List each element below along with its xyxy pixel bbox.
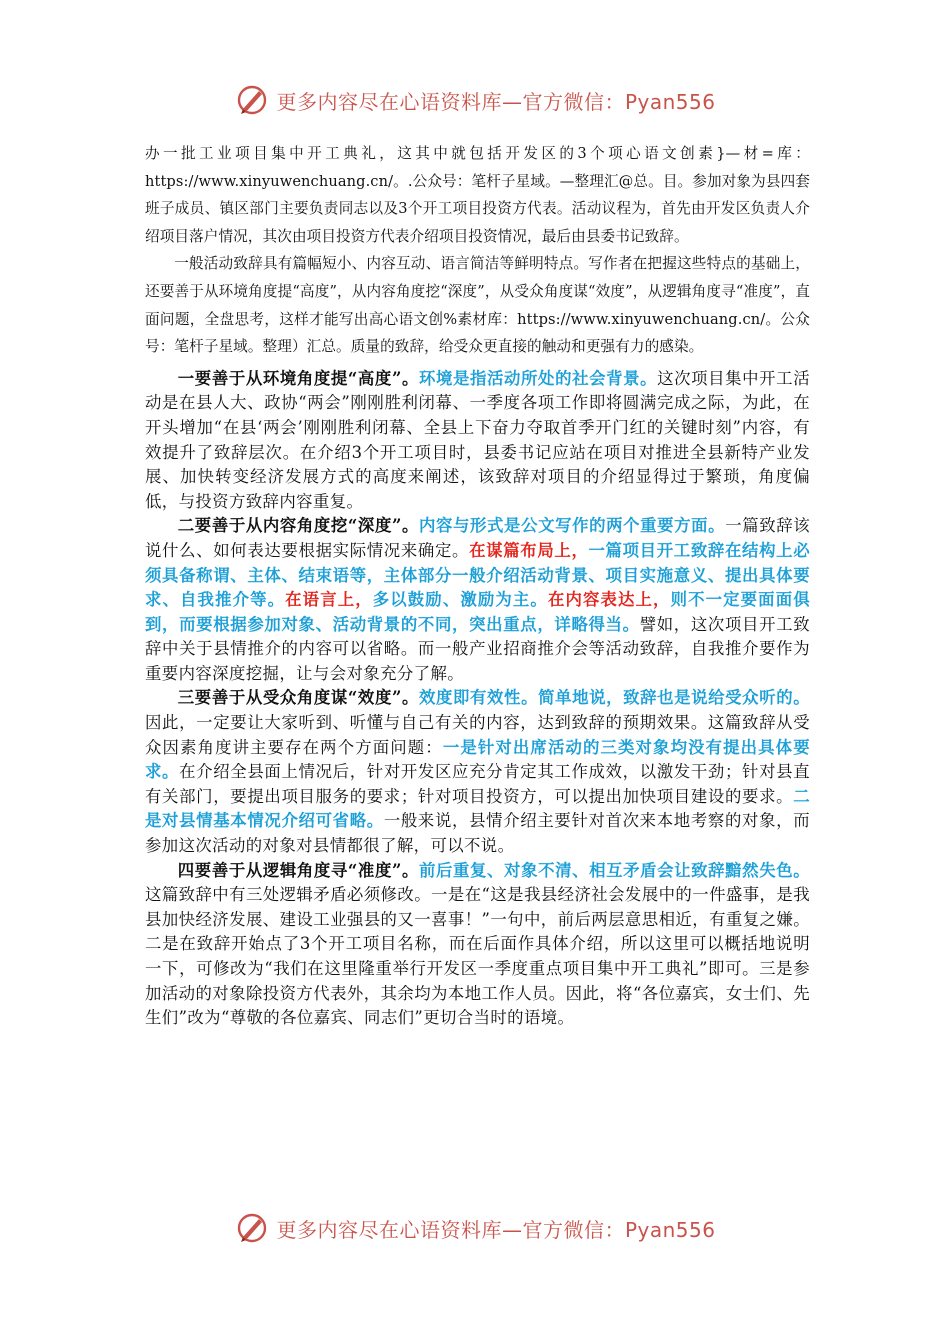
paragraph-point-2 (145, 514, 810, 686)
point-1-emphasis: 环境是指活动所处的社会背景。 (419, 368, 658, 388)
banner-text: 更多内容尽在心语资料库—官方微信：Pyan556 (276, 1217, 716, 1242)
point-2-emphasis-4: 则不一定要面面俱到，而要根据参加对象、活动背景的不同，突出重点，详略得当。 (145, 590, 810, 634)
point-3-body-1: 因此，一定要让大家听到、听懂与自己有关的内容，达到致辞的预期效果。这篇致辞从受众因素角度讲主要存在两个方面问题： (145, 713, 810, 757)
point-2-red-2: 在语言上， (285, 590, 373, 610)
paragraph-point-1 (145, 367, 810, 515)
point-2-body-2: 譬如，这次项目开工致辞中关于县情推介的内容可以省略。而一般产业招商推介会等活动致辞，自我推介要作为重要内容深度挖掘，让与会对象充分了解。 (145, 614, 810, 683)
paragraph-point-3 (145, 686, 810, 858)
point-2-emphasis-2: 一篇项目开工致辞在结构上必须具备称谓、主体、结束语等，主体部分一般介绍活动背景、项目实施意义、提出具体要求、自我推介等。 (145, 540, 810, 610)
banner-text: 更多内容尽在心语资料库—官方微信：Pyan556 (276, 89, 716, 114)
point-2-red-1: 在谋篇布局上， (469, 540, 589, 560)
paragraph-point-4 (145, 859, 810, 1031)
point-1-body: 这次项目集中开工活动是在县人大、政协“两会”刚刚胜利闭幕、一季度各项工作即将圆满完成之际，为此，在开头增加“在县‘两会’刚刚胜利闭幕、全县上下奋力夺取首季开门红的关键时刻”内容，有效提升了致辞层次。在介绍3个开工项目时，县委书记应站在项目对推进全县新特产业发展、加快转变经济发展方式的高度来阐述，该致辞对项目的介绍显得过于繁琐，角度偏低，与投资方致辞内容重复。 (145, 368, 810, 511)
paragraph-intro-continued: 办一批工业项目集中开工典礼，这其中就包括开发区的3个项心语文创素}—材=库：https://www.xinyuwenchuang.cn/。.公众号：笔杆子星域。—整理汇@总。目。参加对象为县四套班子成员、镇区部门主要负责同志以及3个开工项目投资方代表。活动议程为，首先由开发区负责人介绍项目落户情况，其次由项目投资方代表介绍项目投资情况，最后由县委书记致辞。 (145, 145, 810, 245)
point-2-red-3: 在内容表达上， (547, 590, 671, 610)
point-3-body-3: 一般来说，县情介绍主要针对首次来本地考察的对象，而参加这次活动的对象对县情都很了解，可以不说。 (145, 811, 810, 856)
point-2-emphasis-3: 多以鼓励、激励为主。 (372, 590, 548, 610)
document-body (145, 140, 810, 1031)
pen-circle-logo-icon (234, 1210, 270, 1246)
paragraph-overview: 一般活动致辞具有篇幅短小、内容互动、语言简洁等鲜明特点。写作者在把握这些特点的基础上，还要善于从环境角度提“高度”，从内容角度挖“深度”，从受众角度谋“效度”，从逻辑角度寻“准度”，直面问题，全盘思考，这样才能写出高心语文创%素材库：https://www.xinyuwenchuang.cn/。公众号：笔杆子星域。整理）汇总。质量的致辞，给受众更直接的触动和更强有力的感染。 (145, 255, 810, 356)
pen-circle-logo-icon (234, 82, 270, 118)
point-3-body-2: 在介绍全县面上情况后，针对开发区应充分肯定其工作成效，以激发干劲；针对县直有关部门，要提出项目服务的要求；针对项目投资方，可以提出加快项目建设的要求。 (145, 762, 810, 806)
point-3-emphasis-1: 效度即有效性。简单地说，致辞也是说给受众听的。 (419, 688, 811, 708)
point-4-body: 这篇致辞中有三处逻辑矛盾必须修改。一是在“这是我县经济社会发展中的一件盛事，是我县加快经济发展、建设工业强县的又一喜事！”一句中，前后两层意思相近，有重复之嫌。二是在致辞开始点了3个开工项目名称，而在后面作具体介绍，所以这里可以概括地说明一下，可修改为“我们在这里隆重举行开发区一季度重点项目集中开工典礼”即可。三是参加活动的对象除投资方代表外，其余均为本地工作人员。因此，将“各位嘉宾，女士们、先生们”改为“尊敬的各位嘉宾、同志们”更切合当时的语境。 (145, 885, 810, 1028)
point-3-emphasis-3: 二是对县情基本情况介绍可省略。 (145, 786, 810, 831)
point-4-emphasis: 前后重复、对象不清、相互矛盾会让致辞黯然失色。 (419, 860, 811, 880)
header-banner (0, 80, 950, 120)
point-3-emphasis-2: 一是针对出席活动的三类对象均没有提出具体要求。 (145, 737, 810, 782)
point-1-heading: 一要善于从环境角度提“高度”。 (177, 368, 419, 388)
footer-banner (0, 1208, 950, 1248)
point-2-body-1: 一篇致辞该说什么、如何表达要根据实际情况来确定。 (145, 516, 811, 560)
point-2-emphasis-1: 内容与形式是公文写作的两个重要方面。 (419, 516, 726, 536)
point-3-heading: 三要善于从受众角度谋“效度”。 (177, 688, 420, 708)
point-4-heading: 四要善于从逻辑角度寻“准度”。 (177, 860, 420, 880)
point-2-heading: 二要善于从内容角度挖“深度”。 (177, 516, 420, 536)
